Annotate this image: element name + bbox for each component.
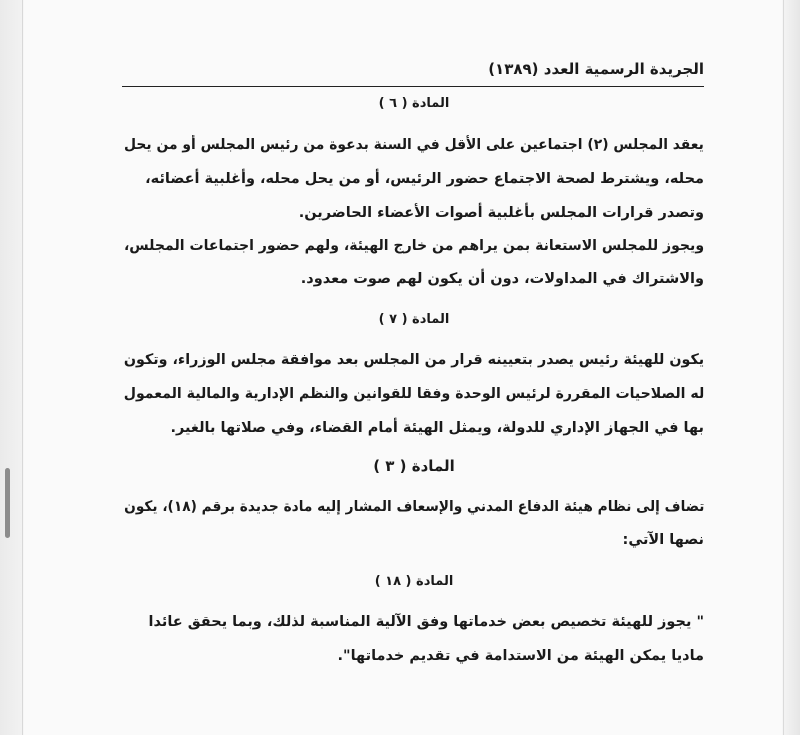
article-6-line: والاشتراك في المداولات، دون أن يكون لهم صوت معدود. — [300, 271, 704, 287]
article-3-heading: المادة ( ٣ ) — [373, 457, 455, 475]
article-7-line: يكون للهيئة رئيس يصدر بتعيينه قرار من المجلس بعد موافقة مجلس الوزراء، وتكون — [123, 352, 704, 368]
document-page — [24, 0, 782, 735]
gazette-header: الجريدة الرسمية العدد (١٣٨٩) — [488, 60, 704, 78]
header-rule — [122, 86, 704, 87]
article-3-line: نصها الآتي: — [622, 532, 704, 548]
article-6-line: يعقد المجلس (٢) اجتماعين على الأقل في السنة بدعوة من رئيس المجلس أو من يحل — [124, 137, 704, 153]
scroll-handle[interactable] — [5, 468, 10, 538]
article-7-heading: المادة ( ٧ ) — [378, 312, 450, 327]
left-frame — [0, 0, 23, 735]
article-6-line: محله، ويشترط لصحة الاجتماع حضور الرئيس، أو من يحل محله، وأغلبية أعضائه، — [145, 171, 704, 187]
right-frame — [783, 0, 800, 735]
article-6-line: ويجوز للمجلس الاستعانة بمن يراهم من خارج الهيئة، ولهم حضور اجتماعات المجلس، — [123, 238, 704, 254]
article-18-line: " يجوز للهيئة تخصيص بعض خدماتها وفق الآلية المناسبة لذلك، وبما يحقق عائدا — [148, 614, 704, 630]
article-18-line: ماديا يمكن الهيئة من الاستدامة في تقديم خدماتها". — [337, 648, 704, 664]
article-7-line: له الصلاحيات المقررة لرئيس الوحدة وفقا للقوانين والنظم الإدارية والمالية المعمول — [123, 386, 704, 402]
article-6-heading: المادة ( ٦ ) — [378, 96, 450, 111]
article-3-line: تضاف إلى نظام هيئة الدفاع المدني والإسعاف المشار إليه مادة جديدة برقم (١٨)، يكون — [123, 499, 704, 515]
article-7-line: بها في الجهاز الإداري للدولة، ويمثل الهيئة أمام القضاء، وفي صلاتها بالغير. — [170, 420, 704, 436]
article-6-line: وتصدر قرارات المجلس بأغلبية أصوات الأعضاء الحاضرين. — [298, 205, 704, 221]
article-18-heading: المادة ( ١٨ ) — [374, 574, 454, 589]
